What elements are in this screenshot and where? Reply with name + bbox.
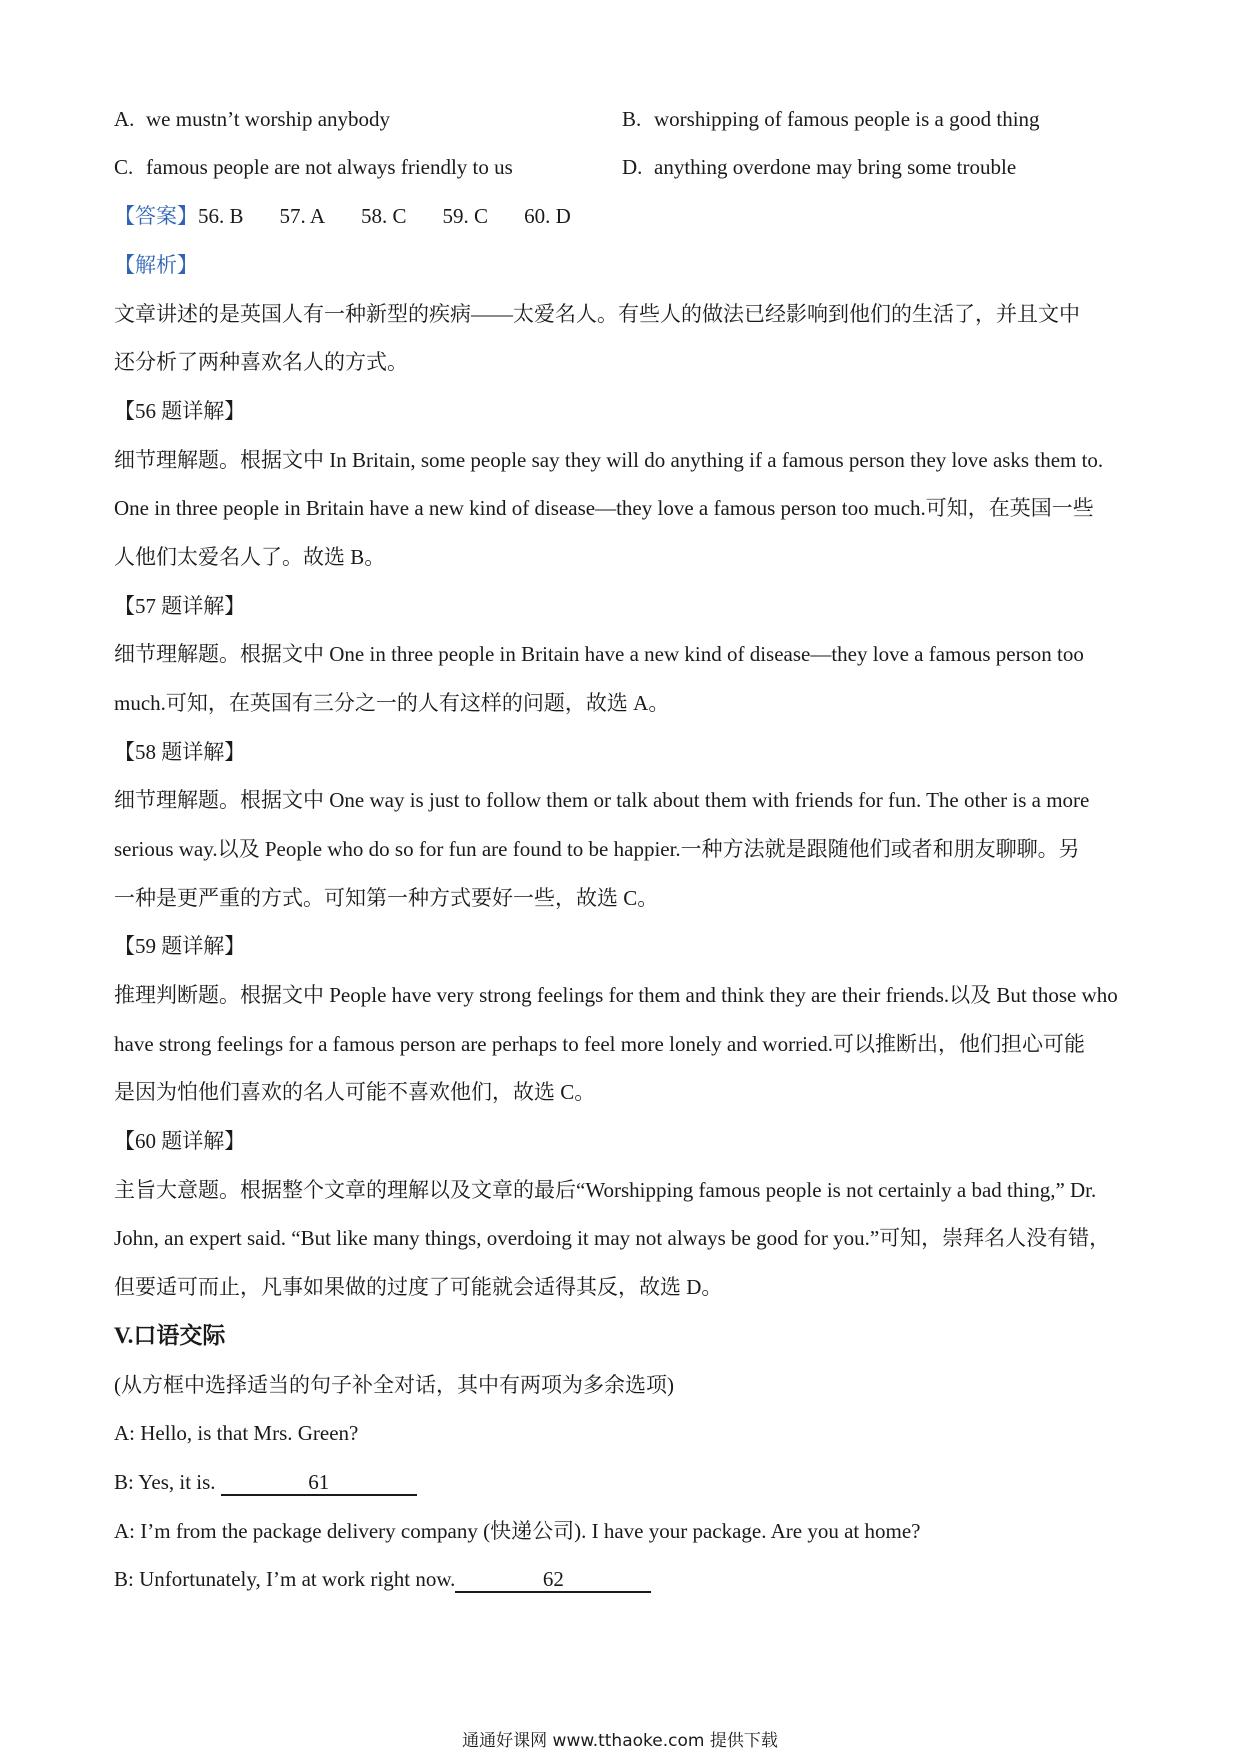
option-letter: B. — [622, 107, 642, 131]
answer-item: 57. A — [279, 204, 326, 228]
option-text: we mustn’t worship anybody — [146, 107, 391, 131]
detail-57-line: 细节理解题。根据文中 One in three people in Britain have a new kind of disease—they love a famous person too — [114, 642, 1084, 666]
detail-60-line: John, an expert said. “But like many things, overdoing it may not always be good for you.”可知，崇拜名人没有错， — [114, 1226, 1111, 1250]
dialogue-line — [114, 1564, 651, 1594]
dialogue-text: A: I’m from the package delivery company (快递公司). I have your package. Are you at home? — [114, 1519, 921, 1543]
detail-56-line: 细节理解题。根据文中 In Britain, some people say they will do anything if a famous person they love asks them to. — [114, 448, 1104, 472]
detail-58-line: serious way.以及 People who do so for fun are found to be happier.一种方法就是跟随他们或者和朋友聊聊。另 — [114, 837, 1080, 861]
detail-56-label: 【56 题详解】 — [114, 399, 246, 423]
dialogue-text: A: Hello, is that Mrs. Green? — [114, 1421, 359, 1445]
option-b — [622, 104, 1040, 134]
answer-item: 59. C — [442, 204, 489, 228]
analysis-summary-line: 文章讲述的是英国人有一种新型的疾病——太爱名人。有些人的做法已经影响到他们的生活了，并且文中 — [114, 302, 1080, 326]
detail-59-line: have strong feelings for a famous person are perhaps to feel more lonely and worried.可以推断出，他们担心可能 — [114, 1032, 1085, 1056]
option-text: worshipping of famous people is a good thing — [654, 107, 1040, 131]
detail-59-line: 推理判断题。根据文中 People have very strong feelings for them and think they are their friends.以及 But those who — [114, 983, 1118, 1007]
detail-58-line: 一种是更严重的方式。可知第一种方式要好一些，故选 C。 — [114, 886, 659, 910]
detail-57-label: 【57 题详解】 — [114, 594, 246, 618]
option-letter: A. — [114, 107, 135, 131]
detail-60-line: 但要适可而止，凡事如果做的过度了可能就会适得其反，故选 D。 — [114, 1275, 723, 1299]
detail-56-line: 人他们太爱名人了。故选 B。 — [114, 545, 386, 569]
answer-item: 58. C — [361, 204, 407, 228]
option-a — [114, 104, 390, 134]
dialogue-text: B: Yes, it is. — [114, 1470, 221, 1494]
detail-58-label: 【58 题详解】 — [114, 740, 246, 764]
detail-59-label: 【59 题详解】 — [114, 934, 246, 958]
page-footer: 通通好课网 www.tthaoke.com 提供下载 — [462, 1731, 778, 1751]
detail-57-line: much.可知，在英国有三分之一的人有这样的问题，故选 A。 — [114, 691, 670, 715]
section-title: V.口语交际 — [114, 1323, 226, 1348]
option-d — [622, 152, 1016, 182]
answer-item: 60. D — [524, 204, 571, 228]
option-letter: D. — [622, 155, 643, 179]
section-instruction: (从方框中选择适当的句子补全对话，其中有两项为多余选项) — [114, 1373, 674, 1397]
answer-blank[interactable]: 61 — [221, 1470, 417, 1496]
answer-blank[interactable]: 62 — [455, 1567, 651, 1593]
detail-59-line: 是因为怕他们喜欢的名人可能不喜欢他们，故选 C。 — [114, 1080, 596, 1104]
analysis-label: 【解析】 — [114, 253, 198, 277]
answer-label: 【答案】 — [114, 204, 198, 228]
dialogue-line — [114, 1467, 417, 1497]
detail-60-line: 主旨大意题。根据整个文章的理解以及文章的最后“Worshipping famous people is not certainly a bad thing,” Dr. — [114, 1178, 1097, 1202]
answer-item: 56. B — [198, 204, 244, 228]
option-text: famous people are not always friendly to us — [146, 155, 513, 179]
dialogue-line — [114, 1418, 358, 1448]
dialogue-text: B: Unfortunately, I’m at work right now. — [114, 1567, 456, 1591]
detail-60-label: 【60 题详解】 — [114, 1129, 246, 1153]
option-text: anything overdone may bring some trouble — [654, 155, 1017, 179]
detail-58-line: 细节理解题。根据文中 One way is just to follow them or talk about them with friends for fun. The other is a more — [114, 788, 1090, 812]
option-c — [114, 152, 513, 182]
answer-line — [114, 201, 607, 231]
option-letter: C. — [114, 155, 134, 179]
analysis-summary-line: 还分析了两种喜欢名人的方式。 — [114, 350, 408, 374]
dialogue-line — [114, 1516, 920, 1546]
detail-56-line: One in three people in Britain have a new kind of disease—they love a famous person too much.可知，在英国一些 — [114, 496, 1094, 520]
